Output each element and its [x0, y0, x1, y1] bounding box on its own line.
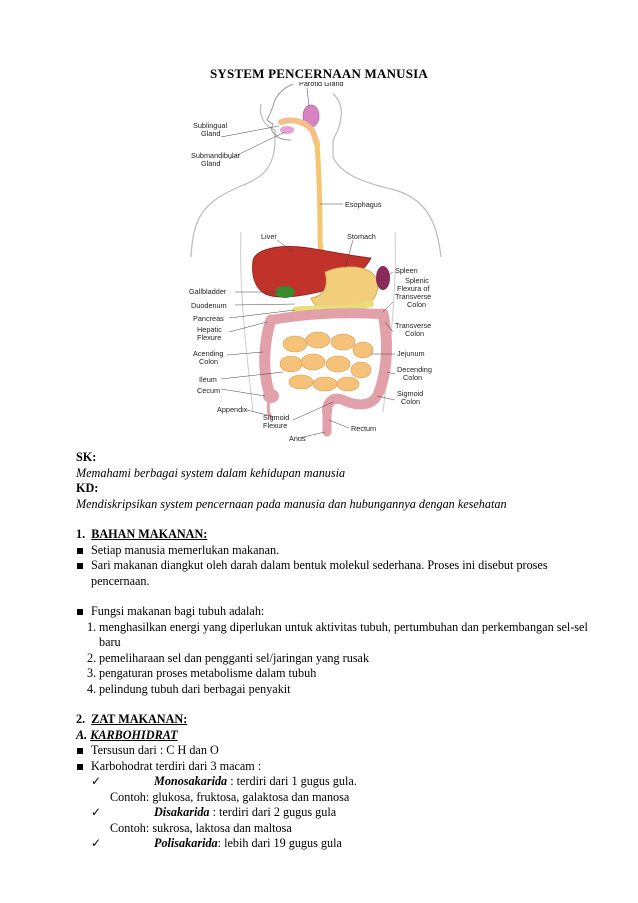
checkmark-icon: ✓ — [91, 836, 102, 850]
svg-text:Colon: Colon — [407, 300, 427, 309]
svg-text:Transverse: Transverse — [395, 292, 432, 301]
small-intestine — [280, 332, 373, 391]
checkmark-icon: ✓ — [91, 805, 102, 819]
list-item: Karbohodrat terdiri dari 3 macam : — [76, 759, 596, 775]
list-item: 2. pemeliharaan sel dan pengganti sel/jaringan yang rusak — [87, 650, 370, 665]
label-pancreas: Pancreas — [193, 314, 224, 323]
example-text: Contoh: glukosa, fruktosa, galaktosa dan manosa — [110, 789, 350, 804]
svg-text:Gland: Gland — [201, 159, 221, 168]
svg-text:Colon: Colon — [199, 357, 219, 366]
digestive-system-diagram — [183, 82, 453, 447]
ascending-colon — [265, 320, 271, 392]
checklist-item: ✓ Monosakarida : terdiri dari 1 gugus gula. — [91, 774, 357, 788]
example-text: Contoh: sukrosa, laktosa dan maltosa — [110, 820, 292, 835]
list-item: Tersusun dari : C H dan O — [76, 743, 596, 759]
page-title: SYSTEM PENCERNAAN MANUSIA — [209, 66, 429, 81]
svg-text:Colon: Colon — [403, 373, 423, 382]
label-liver: Liver — [261, 232, 277, 241]
checkmark-icon: ✓ — [91, 774, 102, 788]
svg-text:Flexura of: Flexura of — [397, 284, 430, 293]
label-acending-colon: Acending — [193, 349, 224, 358]
label-sigmoid-colon: Sigmoid — [397, 389, 424, 398]
section-2-heading: 2. ZAT MAKANAN: — [76, 712, 188, 726]
label-transverse-colon: Transverse — [395, 321, 432, 330]
label-jejunum: Jejunum — [397, 349, 425, 358]
label-duodenum: Duodenum — [191, 301, 227, 310]
checklist-item: ✓ Disakarida : terdiri dari 2 gugus gula — [91, 805, 337, 819]
label-sublingual-gland: Sublingual — [193, 121, 228, 130]
svg-text:Colon: Colon — [405, 329, 425, 338]
kd-text: Mendiskripsikan system pencernaan pada manusia dan hubungannya dengan kesehatan — [76, 496, 507, 511]
list-item: 3. pengaturan proses metabolisme dalam tubuh — [87, 666, 317, 680]
label-esophagus: Esophagus — [345, 200, 382, 209]
label-decending-colon: Decending — [397, 365, 432, 374]
spleen — [376, 266, 390, 290]
label-stomach: Stomach — [347, 232, 376, 241]
label-splenic-flexure: Splenic — [405, 276, 429, 285]
svg-text:Colon: Colon — [401, 397, 421, 406]
transverse-colon — [271, 313, 383, 320]
list-item: 1. menghasilkan energi yang diperlukan untuk aktivitas tubuh, pertumbuhan dan perkembangan sel-sel baru — [87, 619, 588, 649]
document-body — [76, 450, 596, 852]
label-gallbladder: Gallbladder — [189, 287, 227, 296]
subsection-karbohidrat: A. KARBOHIDRAT — [76, 727, 178, 742]
list-item: Setiap manusia memerlukan makanan. — [76, 543, 596, 559]
section-1-heading: 1. BAHAN MAKANAN: — [76, 527, 208, 541]
list-item: 4. pelindung tubuh dari berbagai penyakit — [87, 681, 291, 696]
label-cecum: Cecum — [197, 386, 221, 395]
svg-text:Flexure: Flexure — [263, 421, 288, 430]
label-parotid-gland: Parotid Gland — [299, 82, 344, 88]
svg-text:Flexure: Flexure — [197, 333, 222, 342]
sk-text: Memahami berbagai system dalam kehidupan manusia — [76, 465, 346, 480]
svg-text:Gland: Gland — [201, 129, 221, 138]
checklist-item: ✓ Polisakarida: lebih dari 19 gugus gula — [91, 836, 342, 850]
label-ileum: Ileum — [199, 375, 217, 384]
list-item: Sari makanan diangkut oleh darah dalam bentuk molekul sederhana. Proses ini disebut proses pencernaan. — [76, 558, 596, 589]
sigmoid-colon — [327, 392, 379, 412]
label-anus: Anus — [289, 434, 306, 443]
cecum — [263, 389, 279, 403]
fungsi-intro: Fungsi makanan bagi tubuh adalah: — [76, 604, 596, 620]
label-hepatic-flexure: Hepatic — [197, 325, 222, 334]
label-spleen: Spleen — [395, 266, 418, 275]
label-submandibular-gland: Submandibular — [191, 151, 241, 160]
sk-label: SK: — [76, 450, 97, 464]
label-sigmoid-flexure: Sigmoid — [263, 413, 290, 422]
label-appendix: Appendix — [217, 405, 248, 414]
label-rectum: Rectum — [351, 424, 377, 433]
descending-colon — [379, 314, 386, 392]
kd-label: KD: — [76, 481, 99, 495]
